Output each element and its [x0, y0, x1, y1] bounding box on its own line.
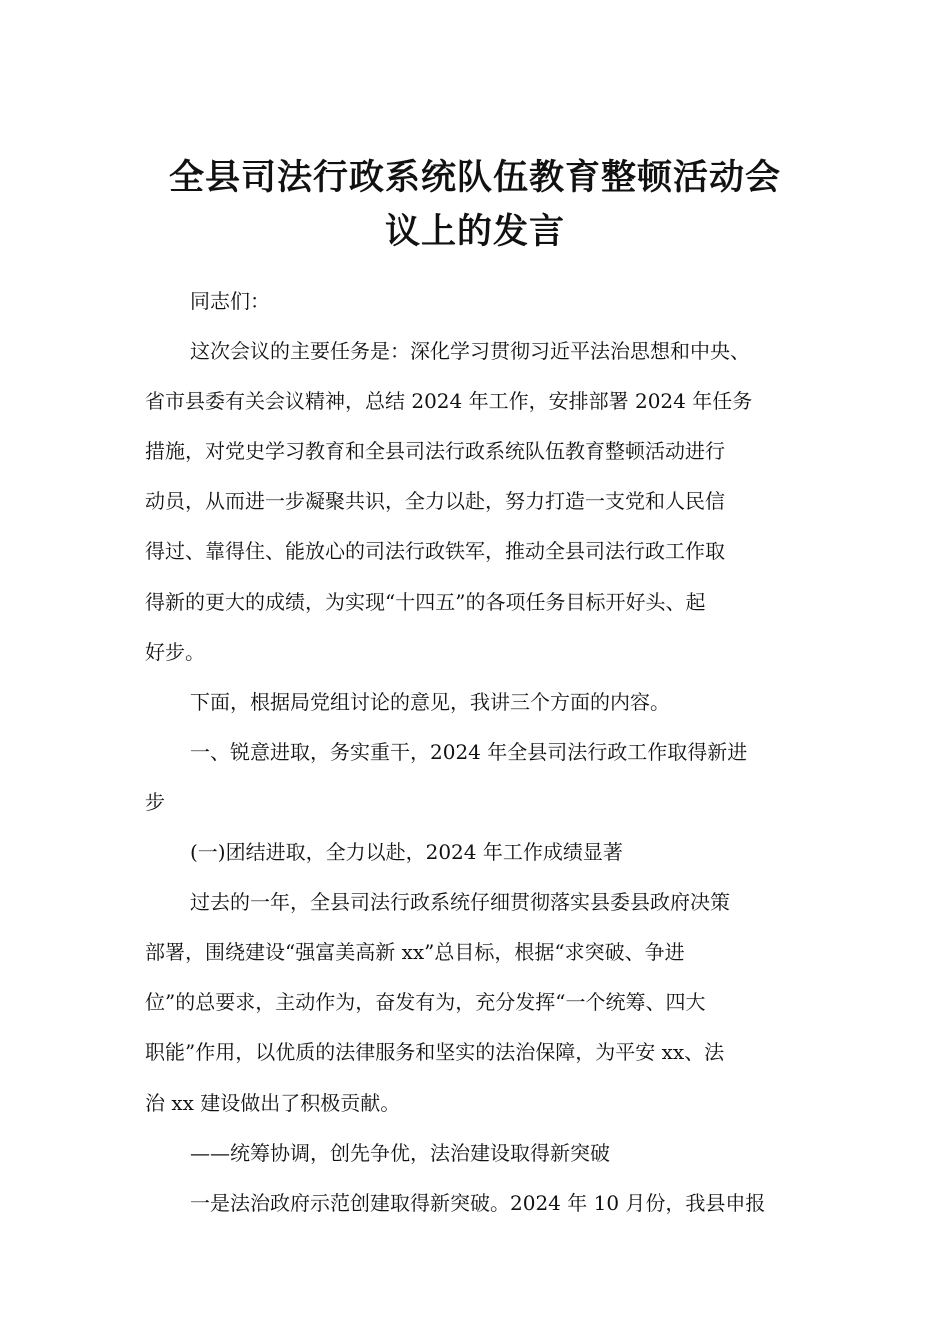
text-line: 职能”作用，以优质的法律服务和坚实的法治保障，为平安 xx、法 [145, 1040, 725, 1065]
text-line: 得新的更大的成绩，为实现“十四五”的各项任务目标开好头、起 [145, 589, 706, 614]
text-line: 同志们： [190, 289, 270, 313]
text-line: 一是法治政府示范创建取得新突破。2024 年 10 月份，我县申报 [190, 1190, 766, 1215]
document-body [145, 283, 815, 1235]
title-line-1: 全县司法行政系统队伍教育整顿活动会 [168, 158, 781, 199]
text-line: 过去的一年，全县司法行政系统仔细贯彻落实县委县政府决策 [190, 890, 730, 915]
document-title [100, 151, 850, 259]
text-line: 步 [145, 789, 165, 814]
text-line: 动员，从而进一步凝聚共识，全力以赴，努力打造一支党和人民信 [145, 489, 725, 514]
text-line: (一)团结进取，全力以赴，2024 年工作成绩显著 [190, 840, 623, 865]
text-line: 省市县委有关会议精神，总结 2024 年工作，安排部署 2024 年任务 [145, 389, 753, 414]
text-line: 治 xx 建设做出了积极贡献。 [145, 1090, 401, 1115]
text-line: 好步。 [145, 639, 205, 664]
text-line: 部署，围绕建设“强富美高新 xx”总目标，根据“求突破、争进 [145, 940, 685, 965]
text-line: ——统筹协调，创先争优，法治建设取得新突破 [190, 1140, 610, 1165]
text-line: 下面，根据局党组讨论的意见，我讲三个方面的内容。 [190, 689, 670, 714]
text-line: 位”的总要求，主动作为，奋发有为，充分发挥“一个统筹、四大 [145, 990, 706, 1015]
text-line: 得过、靠得住、能放心的司法行政铁军，推动全县司法行政工作取 [145, 539, 725, 564]
text-line: 一、锐意进取，务实重干，2024 年全县司法行政工作取得新进 [190, 739, 748, 764]
text-line: 措施，对党史学习教育和全县司法行政系统队伍教育整顿活动进行 [145, 439, 725, 464]
title-line-2: 议上的发言 [384, 212, 565, 253]
text-line: 这次会议的主要任务是：深化学习贯彻习近平法治思想和中央、 [190, 339, 750, 364]
